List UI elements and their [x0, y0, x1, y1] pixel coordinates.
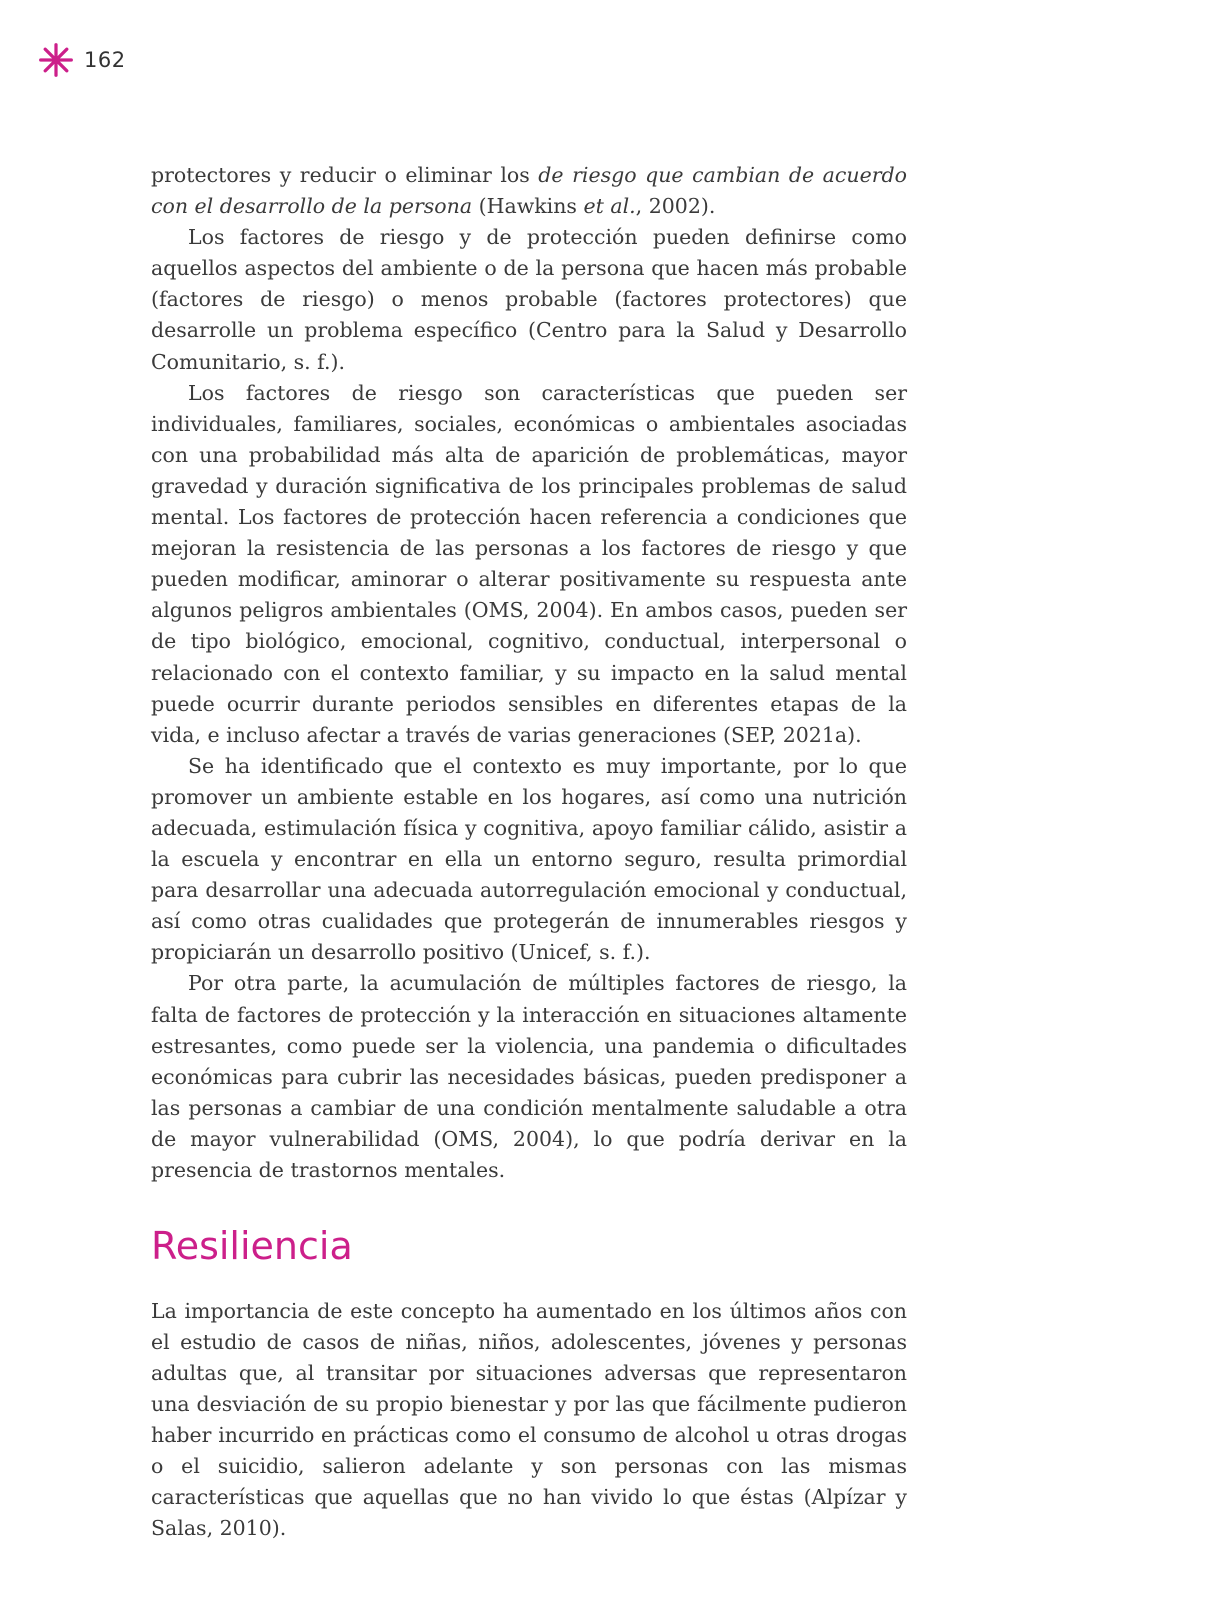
- body-text: [151, 160, 907, 1544]
- intro-italic-b: et al.: [583, 194, 636, 219]
- section-heading: Resiliencia: [151, 1224, 353, 1269]
- intro-text-b: (Hawkins: [472, 194, 584, 219]
- paragraph-risk-definition: Los factores de riesgo y de protección pueden definirse como aquellos aspectos del ambiente o de la persona que hacen más probable (factores de riesgo) o menos probable (factores protectores) que desarrolle un problema específico (Centro para la Salud y Desarrollo Comunitario, s. f.).: [151, 225, 907, 374]
- paragraph-accumulation: Por otra parte, la acumulación de múltiples factores de riesgo, la falta de factores de protección y la interacción en situaciones altamente estresantes, como puede ser la violencia, una pandemia o dificultades económicas para cubrir las necesidades básicas, pueden predisponer a las personas a cambiar de una condición mentalmente saludable a otra de mayor vulnerabilidad (OMS, 2004), lo que podría derivar en la presencia de trastornos mentales.: [151, 971, 907, 1182]
- asterisk-icon: [38, 42, 74, 78]
- page-number: 162: [84, 48, 126, 72]
- intro-italic-a: de riesgo que cambian de acuerdo con el desarrollo de la persona: [151, 163, 907, 219]
- page-header: [38, 42, 126, 78]
- intro-text-c: , 2002).: [635, 194, 716, 219]
- paragraph-risk-factors: Los factores de riesgo son características que pueden ser individuales, familiares, sociales, económicas o ambientales asociadas con una probabilidad más alta de aparición de problemáticas, mayor gravedad y duración significativa de los principales problemas de salud mental. Los factores de protección hacen referencia a condiciones que mejoran la resistencia de las personas a los factores de riesgo y que pueden modificar, aminorar o alterar positivamente su respuesta ante algunos peligros ambientales (OMS, 2004). En ambos casos, pueden ser de tipo biológico, emocional, cognitivo, conductual, interpersonal o relacionado con el contexto familiar, y su impacto en la salud mental puede ocurrir durante periodos sensibles en diferentes etapas de la vida, e incluso afectar a través de varias generaciones (SEP, 2021a).: [151, 380, 907, 747]
- paragraph-context: Se ha identificado que el contexto es muy importante, por lo que promover un ambiente estable en los hogares, así como una nutrición adecuada, estimulación física y cognitiva, apoyo familiar cálido, asistir a la escuela y encontrar en ella un entorno seguro, resulta primordial para desarrollar una adecuada autorregulación emocional y conductual, así como otras cualidades que protegerán de innumerables riesgos y propiciarán un desarrollo positivo (Unicef, s. f.).: [151, 753, 907, 965]
- continued-paragraph: [151, 160, 907, 222]
- paragraph-resiliencia: La importancia de este concepto ha aumentado en los últimos años con el estudio de casos de niñas, niños, adolescentes, jóvenes y personas adultas que, al transitar por situaciones adversas que representaron una desviación de su propio bienestar y por las que fácilmente pudieron haber incurrido en prácticas como el consumo de alcohol u otras drogas o el suicidio, salieron adelante y son personas con las mismas características que aquellas que no han vivido lo que éstas (Alpízar y Salas, 2010).: [151, 1298, 907, 1541]
- intro-text-a: protectores y reducir o eliminar los: [151, 163, 539, 187]
